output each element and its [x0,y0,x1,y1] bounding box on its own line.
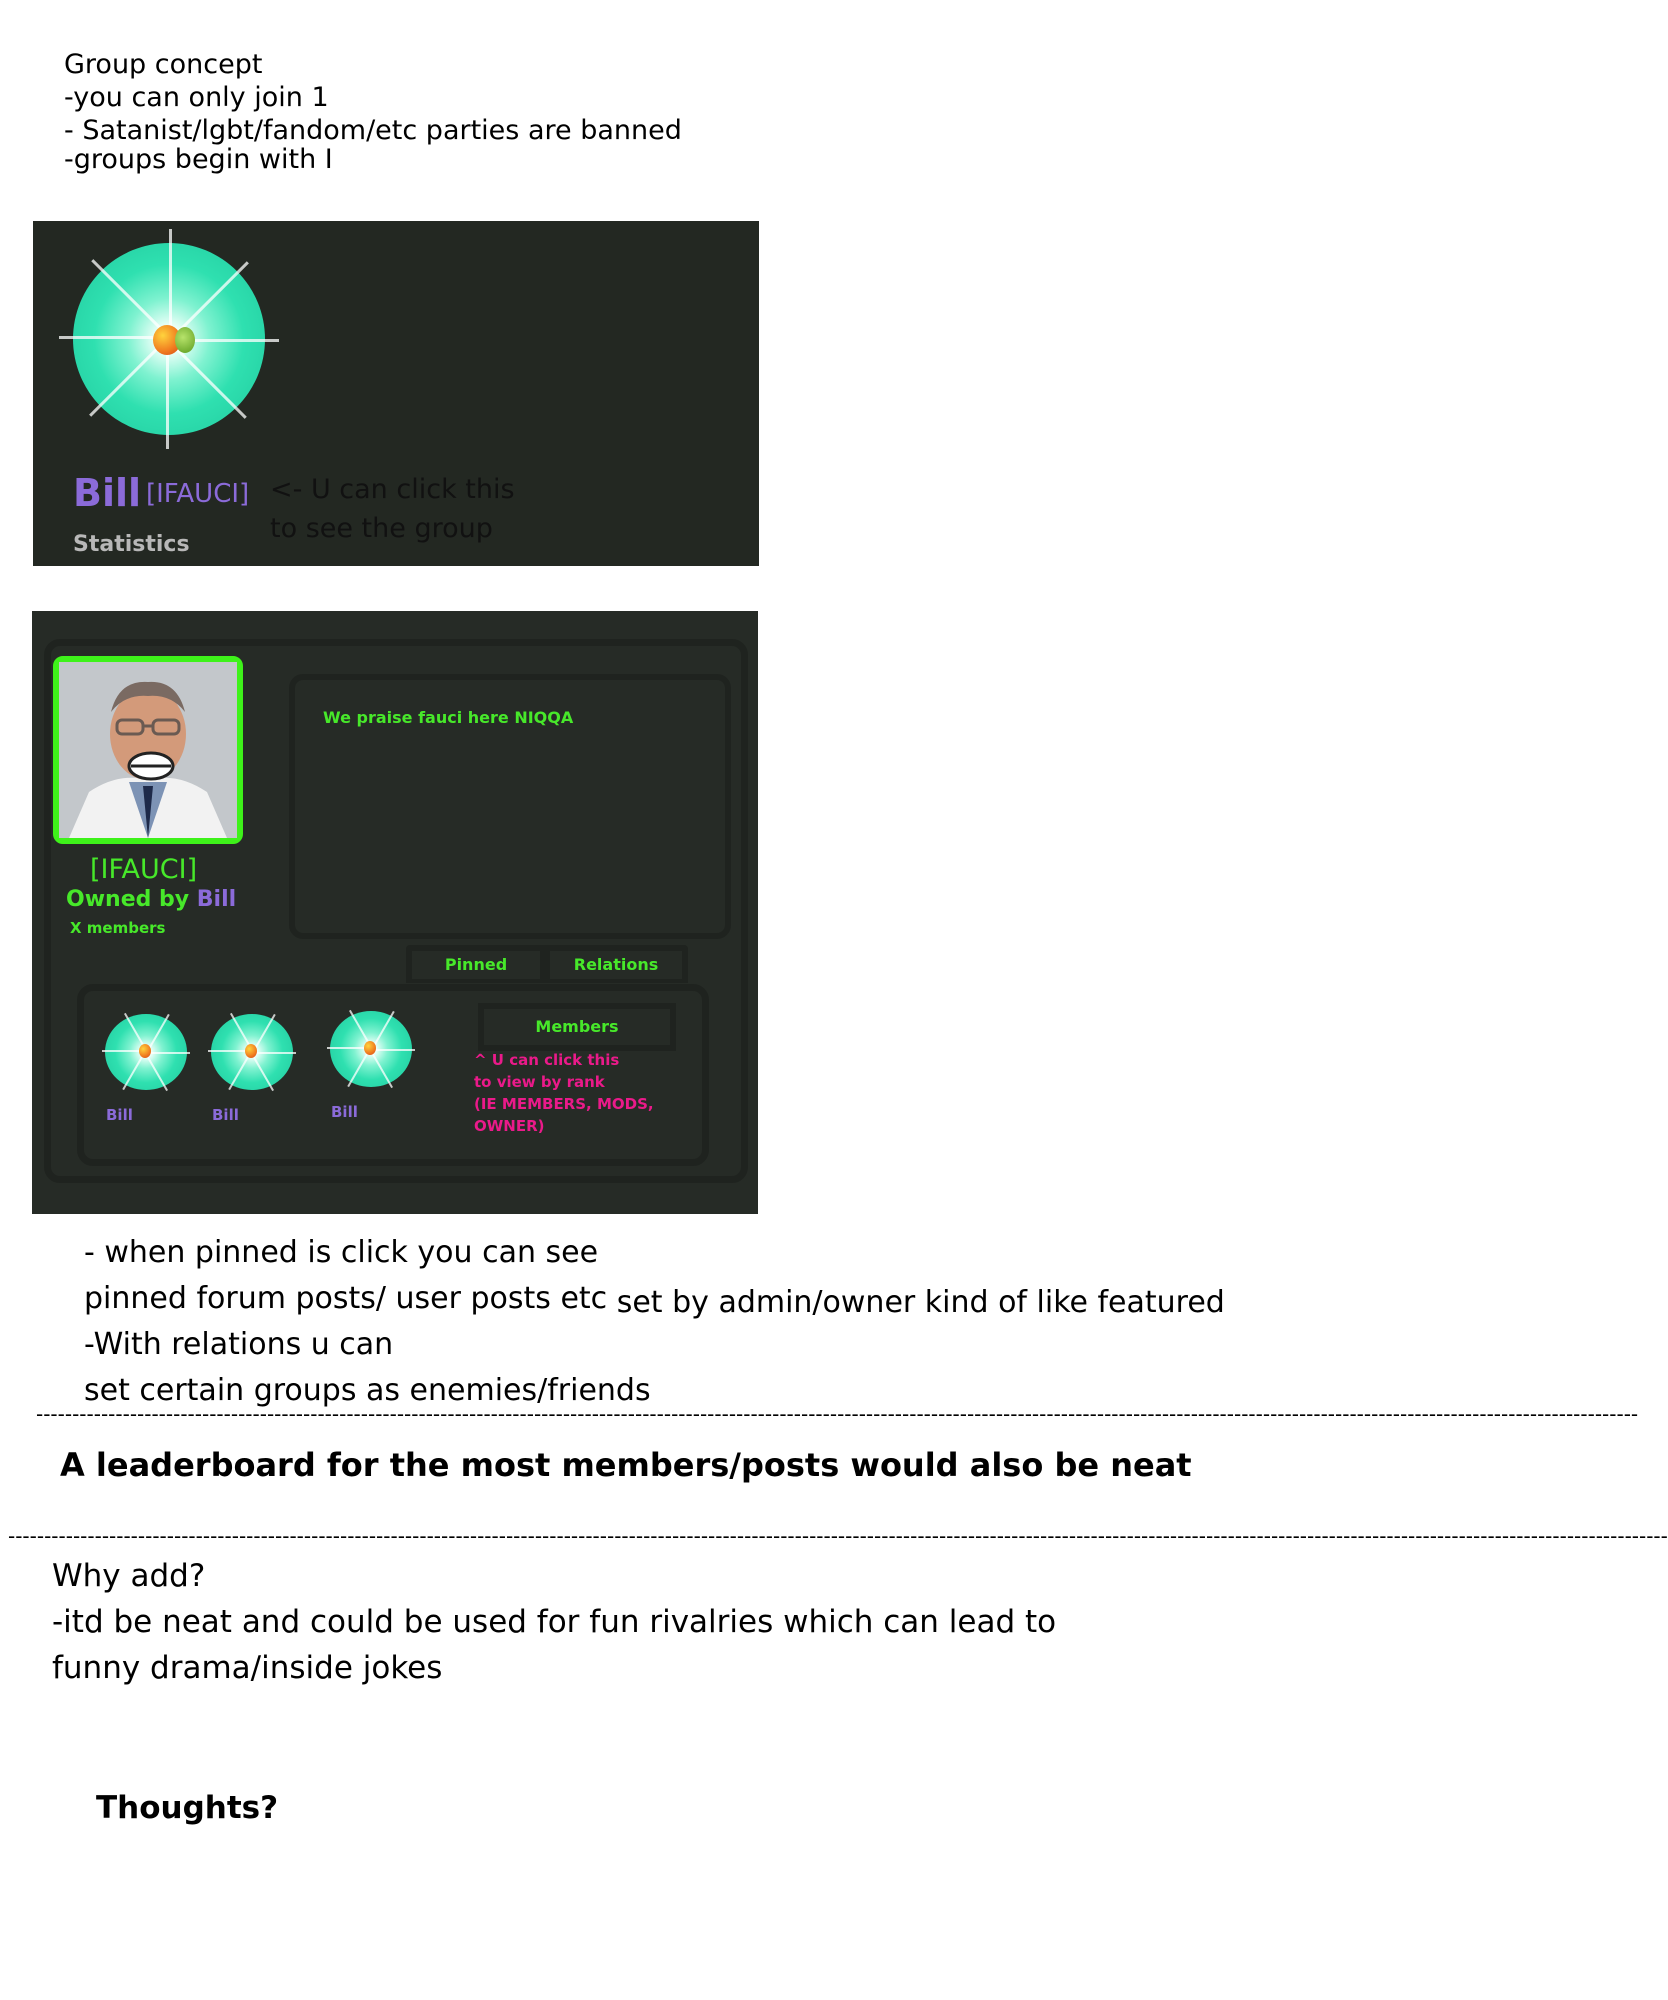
members-rank-button[interactable]: Members [478,1003,676,1051]
why-section [52,1553,1056,1691]
why-heading: Why add? [52,1558,206,1594]
lime-icon [175,327,195,353]
divider: -------------------------------------------------------------------------------------------------------------------------------------------------------------------------------------------------------------------------------------- [8,1524,1668,1548]
group-description-box [289,674,731,939]
intro-notes [64,48,964,176]
note-line: - when pinned is click you can see [84,1235,599,1270]
tab-relations[interactable]: Relations [550,951,682,979]
closing-question: Thoughts? [96,1790,279,1826]
why-line: -itd be neat and could be used for fun rivalries which can lead to [52,1604,1057,1640]
mango-icon [139,1044,151,1058]
member-avatar[interactable] [105,1014,187,1090]
group-description: We praise fauci here NIQQA [323,708,574,727]
note-segment: set by admin/owner kind of like featured [616,1285,1225,1320]
portrait-icon [59,662,237,838]
group-tag: [IFAUCI] [90,854,198,885]
member-name-link[interactable]: Bill [212,1106,239,1124]
note-line [84,1276,1334,1322]
intro-line: - Satanist/lgbt/fandom/etc parties are banned [64,115,682,146]
rank-note-line: OWNER) [474,1117,545,1135]
divider: ------------------------------------------------------------------------------------------------------------------------------------------------------------------------------------------------------------------------------ [36,1402,1639,1426]
intro-line: -you can only join 1 [64,82,329,113]
statistics-link[interactable]: Statistics [73,532,190,557]
member-avatar[interactable] [330,1011,412,1087]
hint-line: <- U can click this [270,474,515,505]
member-count: X members [70,919,166,937]
intro-line: Group concept [64,49,263,80]
mango-icon [245,1044,257,1058]
leaderboard-note: A leaderboard for the most members/posts would also be neat [60,1446,1192,1484]
note-segment: pinned forum posts/ user posts etc [84,1281,608,1316]
group-tag-link[interactable]: [IFAUCI] [146,479,250,509]
group-avatar [53,656,243,844]
hint-line: to see the group [270,513,493,544]
annotation-hint [270,470,570,548]
feature-notes [84,1230,1334,1414]
rank-note-line: ^ U can click this [474,1051,620,1069]
owned-by-label: Owned by [66,887,190,912]
user-name-link[interactable]: Bill [73,471,142,515]
tab-bar [406,945,688,983]
tab-pinned[interactable]: Pinned [412,951,540,979]
owned-by-line [66,887,236,912]
owner-name-link[interactable]: Bill [196,887,237,912]
profile-card [33,221,759,566]
member-name-link[interactable]: Bill [106,1106,133,1124]
member-name-link[interactable]: Bill [331,1103,358,1121]
note-line: -With relations u can [84,1327,394,1362]
rank-annotation [474,1049,674,1137]
group-page [32,611,758,1214]
mango-icon [364,1041,376,1055]
rank-note-line: (IE MEMBERS, MODS, [474,1095,654,1113]
intro-line: -groups begin with I [64,144,333,175]
why-line: funny drama/inside jokes [52,1650,443,1686]
rank-note-line: to view by rank [474,1073,605,1091]
profile-avatar[interactable] [73,243,265,435]
note-line: set certain groups as enemies/friends [84,1373,651,1408]
member-avatar[interactable] [211,1014,293,1090]
